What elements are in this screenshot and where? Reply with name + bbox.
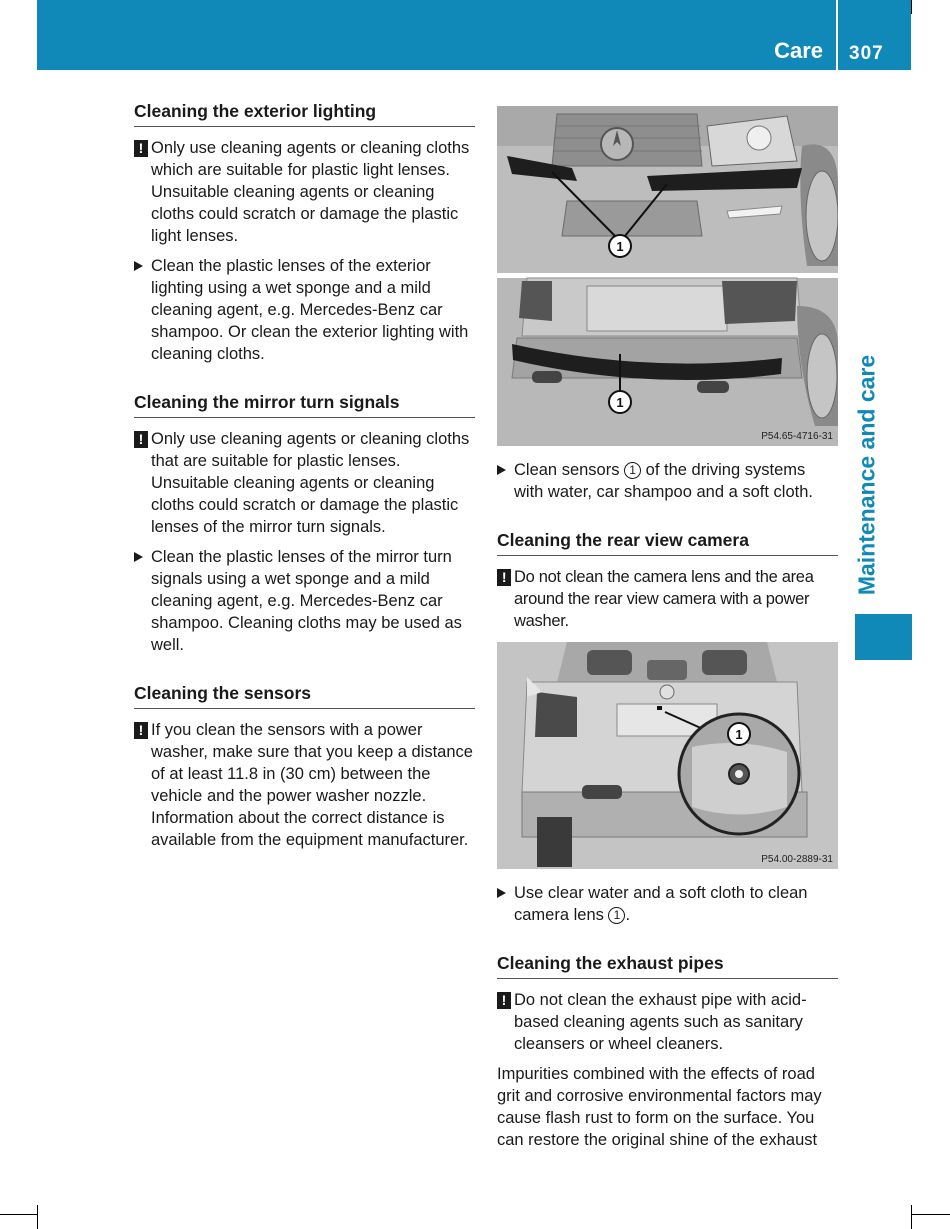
header-divider [836, 0, 838, 70]
warning-text: Do not clean the exhaust pipe with acid-based cleaning agents such as sanitary cleansers or wheel cleaners. [514, 991, 807, 1053]
section-heading: Cleaning the rear view camera [497, 529, 838, 556]
side-tab-marker [855, 614, 912, 660]
step-text: Clean the plastic lenses of the exterior lighting using a wet sponge and a mild cleaning agent, e.g. Mercedes-Benz car shampoo. Or clean the exterior lighting with cleaning cloths. [151, 257, 469, 363]
instruction-step [134, 546, 475, 656]
step-text: Clean sensors [514, 461, 620, 479]
mirror-turn-signals-section [134, 391, 475, 656]
section-title: Care [774, 38, 823, 63]
step-text: Clean the plastic lenses of the mirror turn signals using a wet sponge and a mild cleaning agent, e.g. Mercedes-Benz car shampoo. Cleaning cloths may be used as well. [151, 548, 462, 654]
callout-number: 1 [624, 462, 641, 479]
exterior-lighting-section [134, 100, 475, 365]
sensor-location-figure [497, 106, 838, 446]
right-column [497, 106, 838, 1177]
warning-text: Only use cleaning agents or cleaning cloths that are suitable for plastic lenses. Unsuitable cleaning agents or cleaning cloths could scratch or damage the plastic lenses of the mirror turn signals. [151, 430, 470, 536]
side-tab-label: Maintenance and care [853, 354, 880, 596]
car-bumper-illustration [497, 106, 838, 446]
exhaust-section [497, 952, 838, 1151]
figure-callout: 1 [735, 727, 743, 742]
page-number: 307 [849, 43, 884, 64]
instruction-step [497, 882, 838, 926]
crop-mark [37, 1205, 38, 1229]
instruction-step [497, 459, 838, 503]
warning-text: Do not clean the camera lens and the area around the rear view camera with a power washer. [514, 568, 814, 630]
step-text: Use clear water and a soft cloth to clean camera lens [514, 884, 808, 924]
body-paragraph: Impurities combined with the effects of road grit and corrosive environmental factors may cause flash rust to form on the surface. You can restore the original shine of the exhaust [497, 1065, 822, 1149]
figure-callout: 1 [616, 395, 624, 410]
section-heading: Cleaning the sensors [134, 682, 475, 709]
figure-code: P54.00-2889-31 [761, 854, 833, 865]
step-arrow-icon [134, 552, 143, 562]
warning-note [134, 428, 475, 538]
step-text: . [625, 906, 631, 924]
warning-icon: ! [497, 992, 511, 1009]
side-tab [852, 340, 882, 610]
crop-mark [911, 0, 912, 14]
crop-mark [911, 1205, 912, 1229]
warning-text: Only use cleaning agents or cleaning cloths which are suitable for plastic light lenses. Unsuitable cleaning agents or cleaning cloths could scratch or damage the plastic light lenses. [151, 139, 470, 245]
warning-icon: ! [134, 140, 148, 157]
section-heading: Cleaning the mirror turn signals [134, 391, 475, 418]
warning-icon: ! [497, 569, 511, 586]
step-arrow-icon [134, 261, 143, 271]
warning-note [497, 989, 838, 1055]
warning-text: If you clean the sensors with a power washer, make sure that you keep a distance of at least 11.8 in (30 cm) between the vehicle and the power washer nozzle. Information about the correct distance is available from the equipment manufacturer. [151, 721, 473, 849]
step-arrow-icon [497, 888, 506, 898]
callout-number: 1 [608, 907, 625, 924]
camera-location-figure [497, 642, 838, 869]
crop-mark [0, 1214, 37, 1215]
figure-code: P54.65-4716-31 [761, 431, 833, 442]
car-rear-camera-illustration [497, 642, 838, 869]
rear-camera-section [497, 529, 838, 632]
warning-note [134, 719, 475, 851]
warning-note [134, 137, 475, 247]
warning-icon: ! [134, 431, 148, 448]
warning-icon: ! [134, 722, 148, 739]
crop-mark [912, 1214, 950, 1215]
section-heading: Cleaning the exterior lighting [134, 100, 475, 127]
step-arrow-icon [497, 465, 506, 475]
section-heading: Cleaning the exhaust pipes [497, 952, 838, 979]
left-column [134, 100, 475, 877]
sensors-section [134, 682, 475, 851]
step-text: of the driving systems with water, car shampoo and a soft cloth. [514, 461, 813, 501]
instruction-step [134, 255, 475, 365]
warning-note [497, 566, 838, 632]
figure-callout: 1 [616, 239, 624, 254]
